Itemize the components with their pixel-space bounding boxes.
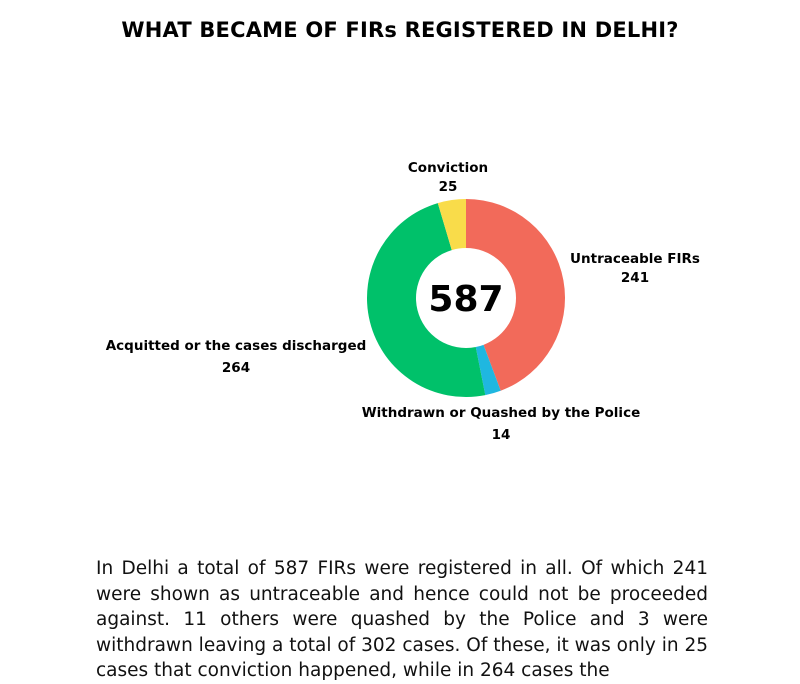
label-withdrawn-value: 14 <box>491 427 511 443</box>
chart-title: WHAT BECAME OF FIRs REGISTERED IN DELHI? <box>121 18 679 42</box>
label-untraceable-name: Untraceable FIRs <box>570 251 700 267</box>
donut-center-total: 587 <box>428 279 504 320</box>
label-withdrawn <box>356 404 646 445</box>
label-conviction <box>388 159 508 197</box>
label-acquitted <box>96 337 376 378</box>
label-withdrawn-name: Withdrawn or Quashed by the Police <box>361 405 641 421</box>
label-acquitted-value: 264 <box>221 360 251 376</box>
label-untraceable-value: 241 <box>620 270 650 286</box>
label-untraceable <box>560 250 710 288</box>
label-conviction-name: Conviction <box>407 160 489 176</box>
label-acquitted-name: Acquitted or the cases discharged <box>105 338 367 354</box>
label-conviction-value: 25 <box>438 179 458 195</box>
summary-paragraph: In Delhi a total of 587 FIRs were registered in all. Of which 241 were shown as untraceable and hence could not be proceeded against. 11 others were quashed by the Police and 3 were withdrawn leaving a total of 302 cases. Of these, it was only in 25 cases that conviction happened, while in 264 cases the <box>96 558 708 681</box>
